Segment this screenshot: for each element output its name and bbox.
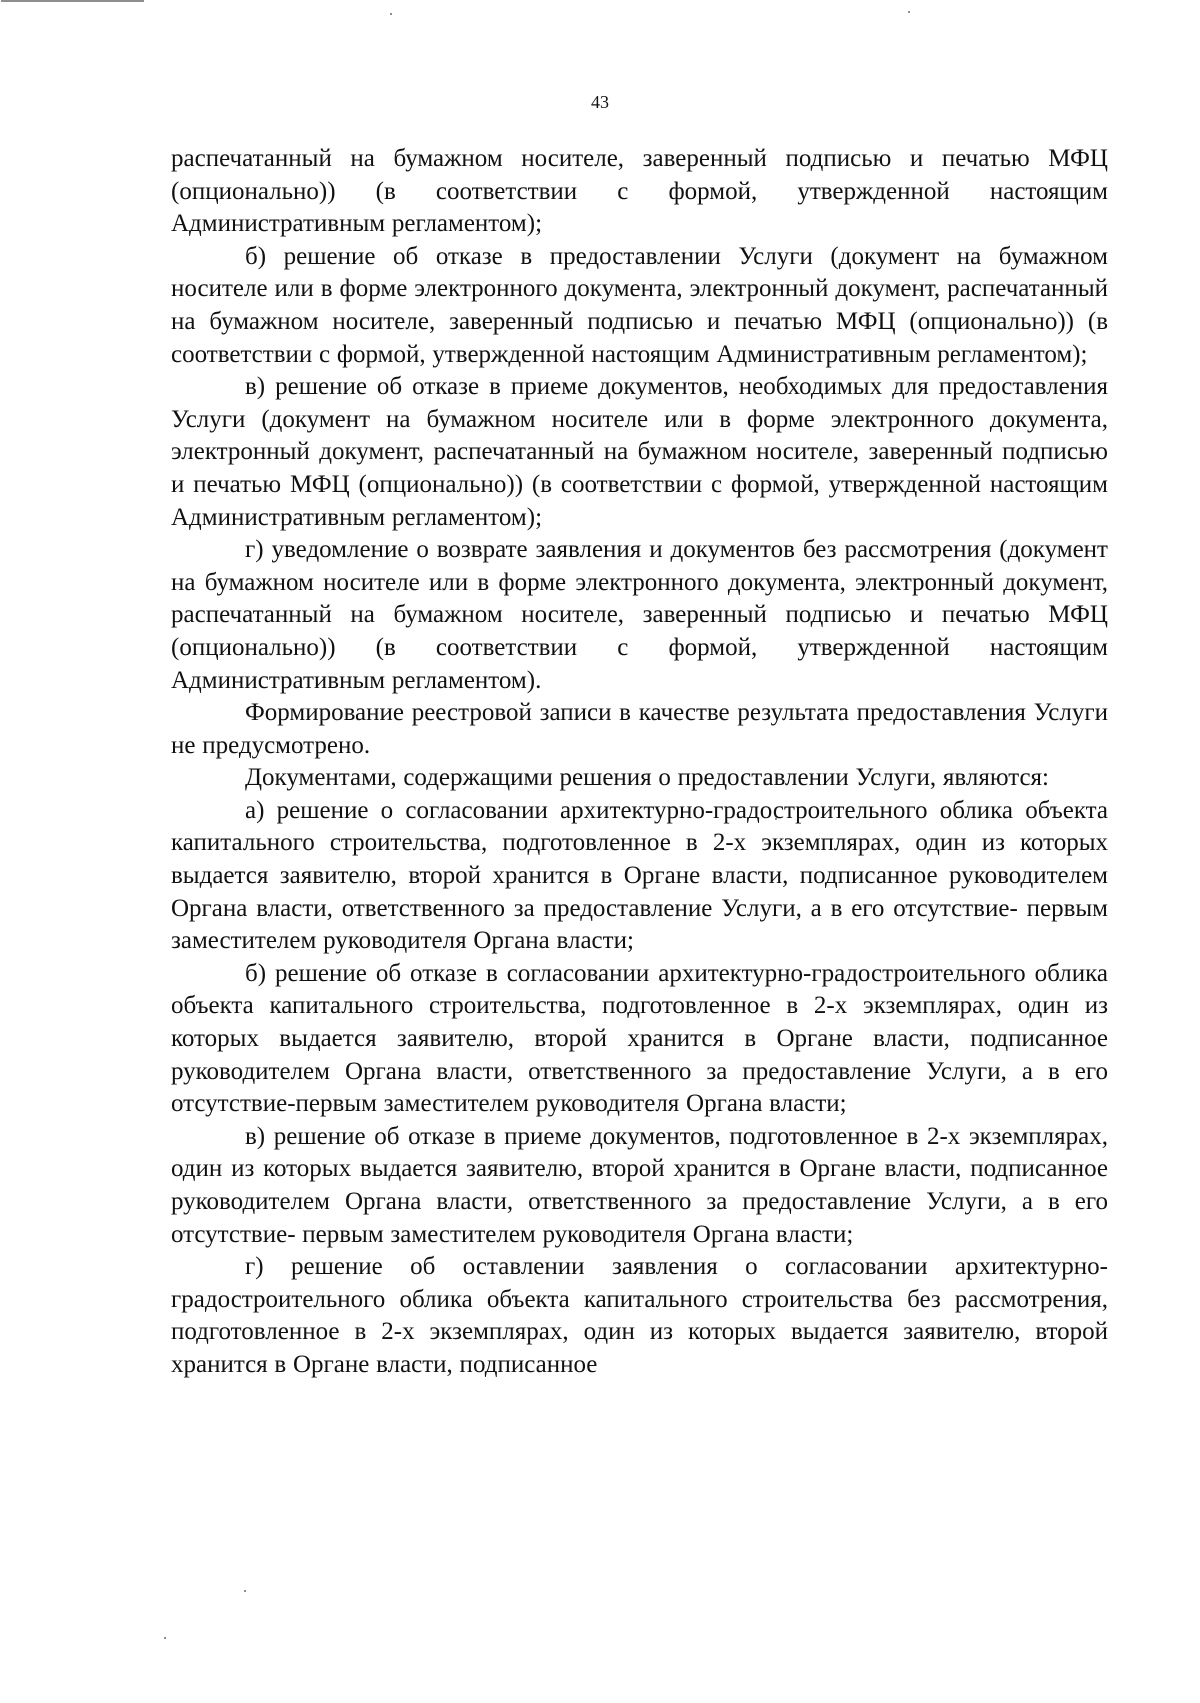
paragraph: а) решение о согласовании архитектурно-градостроительного облика объекта капитального строительства, подготовленное в 2-х экземплярах, один из которых выдается заявителю, второй хранится в Органе власти, подписанное руководителем Органа власти, ответственного за предоставление Услуги, а в его отсутствие- первым заместителем руководителя Органа власти;: [171, 796, 1108, 955]
paragraph: г) решение об оставлении заявления о согласовании архитектурно-градостроительного облика объекта капитального строительства без рассмотрения, подготовленное в 2-х экземплярах, один из которых выдается заявителю, второй хранится в Органе власти, подписанное: [171, 1253, 1108, 1378]
scan-mark: [1, 0, 144, 2]
paragraph: б) решение об отказе в согласовании архитектурно-градостроительного облика объекта капитального строительства, подготовленное в 2-х экземплярах, один из которых выдается заявителю, второй хранится в Органе власти, подписанное руководителем Органа власти, ответственного за предоставление Услуги, а в его отсутствие-первым заместителем руководителя Органа власти;: [171, 959, 1108, 1118]
paragraph: в) решение об отказе в приеме документов, необходимых для предоставления Услуги (документ на бумажном носителе или в форме электронного документа, электронный документ, распечатанный на бумажном носителе, заверенный подписью и печатью МФЦ (опционально)) (в соответствии с формой, утвержденной настоящим Административным регламентом);: [171, 373, 1108, 531]
page-number: 43: [591, 92, 609, 112]
scan-mark: [164, 1637, 166, 1639]
paragraph: распечатанный на бумажном носителе, заверенный подписью и печатью МФЦ (опционально)) (в соответствии с формой, утвержденной настоящим Административным регламентом);: [171, 145, 1108, 238]
paragraph: г) уведомление о возврате заявления и документов без рассмотрения (документ на бумажном носителе или в форме электронного документа, электронный документ, распечатанный на бумажном носителе, заверенный подписью и печатью МФЦ (опционально)) (в соответствии с формой, утвержденной настоящим Административным регламентом).: [171, 536, 1108, 694]
paragraph: Формирование реестровой записи в качестве результата предоставления Услуги не предусмотрено.: [171, 699, 1108, 759]
scan-mark: [244, 1590, 246, 1592]
scan-mark: [908, 11, 910, 13]
scan-mark: [390, 13, 392, 15]
document-body: [171, 143, 1108, 1382]
paragraph: в) решение об отказе в приеме документов, подготовленное в 2-х экземплярах, один из которых выдается заявителю, второй хранится в Органе власти, подписанное руководителем Органа власти, ответственного за предоставление Услуги, а в его отсутствие- первым заместителем руководителя Органа власти;: [171, 1122, 1108, 1248]
paragraph: Документами, содержащими решения о предоставлении Услуги, являются:: [245, 764, 1049, 792]
paragraph: б) решение об отказе в предоставлении Услуги (документ на бумажном носителе или в форме электронного документа, электронный документ, распечатанный на бумажном носителе, заверенный подписью и печатью МФЦ (опционально)) (в соответствии с формой, утвержденной настоящим Административным регламентом);: [171, 242, 1108, 368]
